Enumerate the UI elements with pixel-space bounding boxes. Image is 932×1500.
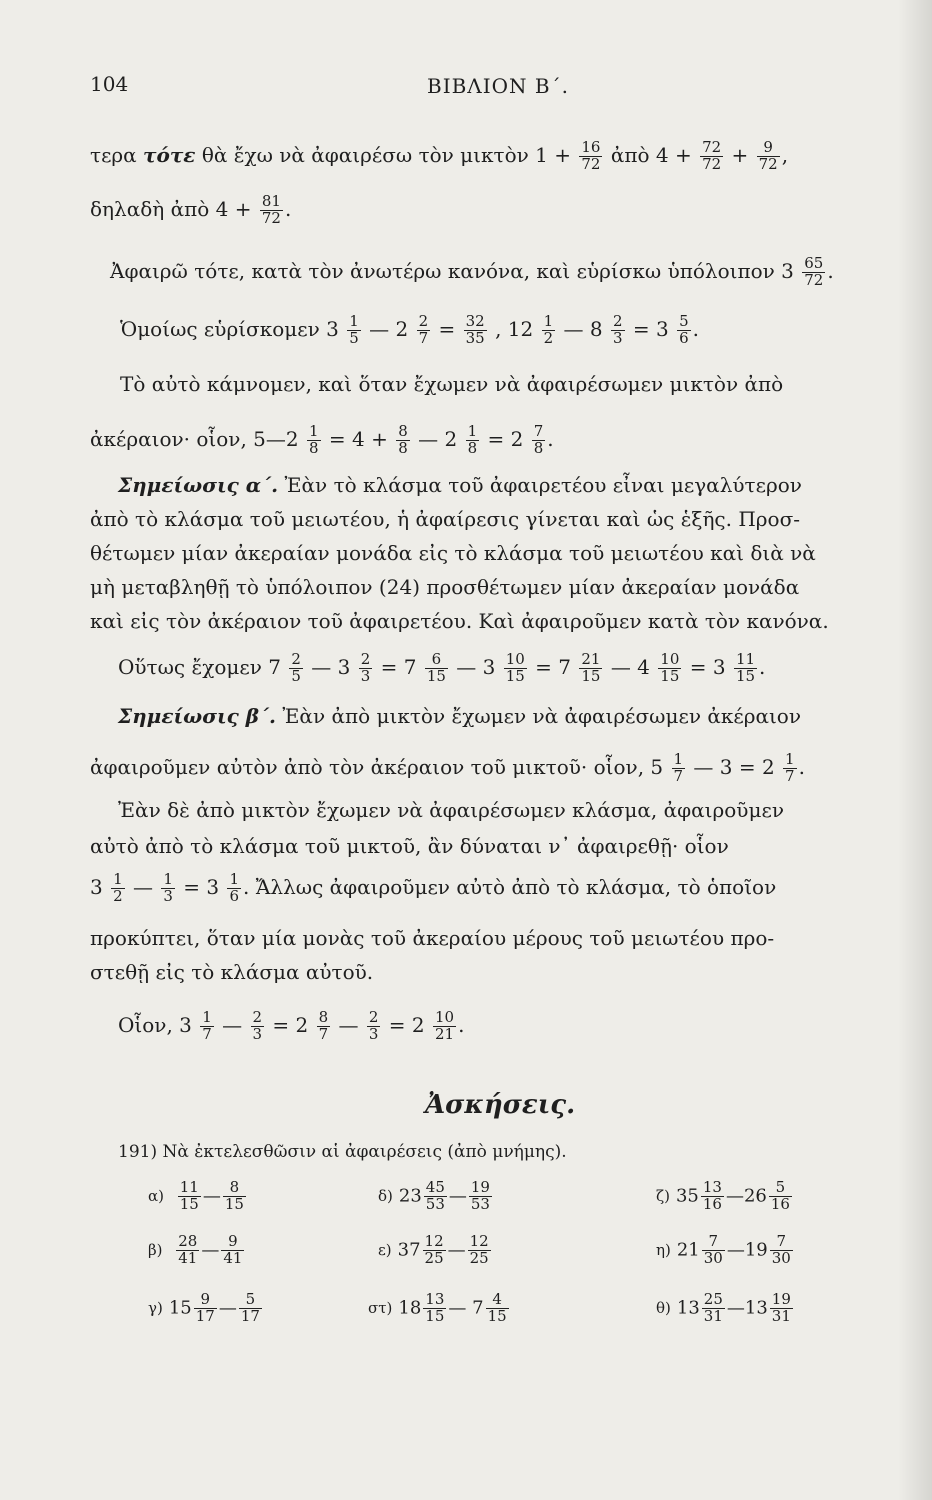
note-b-label: Σημείωσις β΄. <box>118 704 277 728</box>
text-line: καὶ εἰς τὸν ἀκέραιον τοῦ ἀφαιρετέου. Καὶ ἀφαιροῦμεν κατὰ τὸν κανόνα. <box>90 609 829 633</box>
fraction: $\frac{13}{16}$ <box>702 1178 722 1213</box>
running-header: ΒΙΒΛΙΟΝ Β΄. <box>427 74 569 98</box>
fraction: $\frac{1}{3}$ <box>163 870 173 905</box>
fraction: $\frac{12}{25}$ <box>424 1232 444 1267</box>
fraction: $\frac{2}{3}$ <box>612 312 623 347</box>
text-line: Οὕτως ἔχομεν 7 $\frac{2}{5}$ — 3 $\frac{2}{3}$ = 7 $\frac{6}{15}$ — 3 $\frac{10}{15}$ = 7 $\frac{21}{15}$ — 4 $\frac{10}{15}$ = 3 $\frac{11}{15}$ . <box>118 650 766 685</box>
exercise-delta: δ) 23 $\frac{45}{53}$ — $\frac{19}{53}$ <box>378 1178 490 1213</box>
fraction: $\frac{2}{5}$ <box>291 650 301 685</box>
fraction: $\frac{1}{7}$ <box>673 750 684 785</box>
text-line: Ὁμοίως εὑρίσκομεν 3 $\frac{1}{5}$ — 2 $\frac{2}{7}$ = $\frac{32}{35}$ , 12 $\frac{1}{2}$ — 8 $\frac{2}{3}$ = 3 $\frac{5}{6}$ . <box>120 312 699 347</box>
fraction: $\frac{2}{7}$ <box>418 312 429 347</box>
fraction: $\frac{32}{35}$ <box>465 312 485 347</box>
text-line: ἀφαιροῦμεν αὐτὸν ἀπὸ τὸν ἀκέραιον τοῦ μικτοῦ· οἷον, 5 $\frac{1}{7}$ — 3 = 2 $\frac{1}{7}$ . <box>90 750 805 785</box>
text-line: τερα τότε θὰ ἔχω νὰ ἀφαιρέσω τὸν μικτὸν 1 + $\frac{16}{72}$ ἀπὸ 4 + $\frac{72}{72}$ + $\frac{9}{72}$ , <box>90 138 789 173</box>
fraction: $\frac{1}{8}$ <box>467 422 478 457</box>
exercises-heading: Ἀσκήσεις. <box>425 1090 576 1120</box>
fraction: $\frac{1}{2}$ <box>543 312 554 347</box>
fraction: $\frac{2}{3}$ <box>360 650 371 685</box>
fraction: $\frac{5}{6}$ <box>679 312 689 347</box>
text-line: θέτωμεν μίαν ἀκεραίαν μονάδα εἰς τὸ κλάσμα τοῦ μειωτέου καὶ διὰ νὰ <box>90 541 816 565</box>
fraction: $\frac{12}{25}$ <box>469 1232 489 1267</box>
text-line: 3 $\frac{1}{2}$ — $\frac{1}{3}$ = 3 $\frac{1}{6}$ . Ἄλλως ἀφαιροῦμεν αὐτὸ ἀπὸ τὸ κλάσμα, τὸ ὁποῖον <box>90 870 777 905</box>
text-line: προκύπτει, ὅταν μία μονὰς τοῦ ἀκεραίου μέρους τοῦ μειωτέου προ- <box>90 926 775 950</box>
text-line: Ἐὰν δὲ ἀπὸ μικτὸν ἔχωμεν νὰ ἀφαιρέσωμεν κλάσμα, ἀφαιροῦμεν <box>118 798 784 822</box>
fraction: $\frac{13}{15}$ <box>425 1290 445 1325</box>
fraction: $\frac{21}{15}$ <box>581 650 601 685</box>
fraction: $\frac{9}{41}$ <box>223 1232 243 1267</box>
fraction: $\frac{1}{8}$ <box>309 422 319 457</box>
fraction: $\frac{19}{53}$ <box>470 1178 490 1213</box>
fraction: $\frac{9}{72}$ <box>758 138 778 173</box>
fraction: $\frac{5}{17}$ <box>240 1290 260 1325</box>
note-b-line: Σημείωσις β΄. Ἐὰν ἀπὸ μικτὸν ἔχωμεν νὰ ἀφαιρέσωμεν ἀκέραιον <box>118 704 802 728</box>
exercise-alpha: α) $\frac{11}{15}$ — $\frac{8}{15}$ <box>148 1178 244 1213</box>
text-line: δηλαδὴ ἀπὸ 4 + $\frac{81}{72}$ . <box>90 192 292 227</box>
fraction: $\frac{7}{30}$ <box>703 1232 723 1267</box>
fraction: $\frac{81}{72}$ <box>261 192 281 227</box>
fraction: $\frac{2}{3}$ <box>252 1008 263 1043</box>
exercise-eta: η) 21 $\frac{7}{30}$ —19 $\frac{7}{30}$ <box>656 1232 791 1267</box>
fraction: $\frac{1}{7}$ <box>202 1008 212 1043</box>
note-a-line: Σημείωσις α΄. Ἐὰν τὸ κλάσμα τοῦ ἀφαιρετέου εἶναι μεγαλύτερον <box>118 473 802 497</box>
exercise-zeta: ζ) 35 $\frac{13}{16}$ —26 $\frac{5}{16}$ <box>656 1178 790 1213</box>
page-number: 104 <box>90 72 129 96</box>
fraction: $\frac{6}{15}$ <box>426 650 446 685</box>
fraction: $\frac{1}{7}$ <box>785 750 795 785</box>
exercise-theta: θ) 13 $\frac{25}{31}$ —13 $\frac{19}{31}$ <box>656 1290 791 1325</box>
exercise-beta: β) $\frac{28}{41}$ — $\frac{9}{41}$ <box>148 1232 243 1267</box>
fraction: $\frac{5}{16}$ <box>770 1178 790 1213</box>
fraction: $\frac{7}{30}$ <box>771 1232 791 1267</box>
exercise-gamma: γ) 15 $\frac{9}{17}$ — $\frac{5}{17}$ <box>148 1290 260 1325</box>
text-line: αὐτὸ ἀπὸ τὸ κλάσμα τοῦ μικτοῦ, ἂν δύναται ν᾽ ἀφαιρεθῇ· οἷον <box>90 834 729 858</box>
fraction: $\frac{19}{31}$ <box>771 1290 791 1325</box>
fraction: $\frac{11}{15}$ <box>735 650 756 685</box>
fraction: $\frac{1}{5}$ <box>349 312 359 347</box>
fraction: $\frac{8}{8}$ <box>398 422 408 457</box>
fraction: $\frac{25}{31}$ <box>703 1290 723 1325</box>
note-a-label: Σημείωσις α΄. <box>118 473 279 497</box>
fraction: $\frac{65}{72}$ <box>804 254 824 289</box>
text-line: στεθῇ εἰς τὸ κλάσμα αὐτοῦ. <box>90 960 374 984</box>
text-line: μὴ μεταβληθῇ τὸ ὑπόλοιπον (24) προσθέτωμεν μίαν ἀκεραίαν μονάδα <box>90 575 800 599</box>
fraction: $\frac{11}{15}$ <box>179 1178 199 1213</box>
fraction: $\frac{16}{72}$ <box>581 138 601 173</box>
fraction: $\frac{28}{41}$ <box>178 1232 198 1267</box>
fraction: $\frac{8}{15}$ <box>224 1178 244 1213</box>
fraction: $\frac{1}{6}$ <box>229 870 240 905</box>
fraction: $\frac{9}{17}$ <box>195 1290 215 1325</box>
fraction: $\frac{10}{21}$ <box>435 1008 455 1043</box>
text-line: ἀπὸ τὸ κλάσμα τοῦ μειωτέου, ἡ ἀφαίρεσις γίνεται καὶ ὡς ἑξῆς. Προσ- <box>90 507 800 531</box>
page-edge-shadow <box>898 0 932 1500</box>
exercise-stigma: στ) 18 $\frac{13}{15}$ — 7 $\frac{4}{15}$ <box>368 1290 507 1325</box>
fraction: $\frac{10}{15}$ <box>660 650 680 685</box>
text-line: Τὸ αὐτὸ κάμνομεν, καὶ ὅταν ἔχωμεν νὰ ἀφαιρέσωμεν μικτὸν ἀπὸ <box>120 372 784 396</box>
text-line: Ἀφαιρῶ τότε, κατὰ τὸν ἀνωτέρω κανόνα, καὶ εὑρίσκω ὑπόλοιπον 3 $\frac{65}{72}$ . <box>110 254 834 289</box>
fraction: $\frac{4}{15}$ <box>487 1290 507 1325</box>
exercise-epsilon: ε) 37 $\frac{12}{25}$ — $\frac{12}{25}$ <box>378 1232 489 1267</box>
fraction: $\frac{8}{7}$ <box>318 1008 329 1043</box>
text-line: ἀκέραιον· οἷον, 5—2 $\frac{1}{8}$ = 4 + $\frac{8}{8}$ — 2 $\frac{1}{8}$ = 2 $\frac{7}{8}$ . <box>90 422 554 457</box>
fraction: $\frac{1}{2}$ <box>113 870 123 905</box>
text-line: Οἷον, 3 $\frac{1}{7}$ — $\frac{2}{3}$ = 2 $\frac{8}{7}$ — $\frac{2}{3}$ = 2 $\frac{10}{21}$ . <box>118 1008 465 1043</box>
fraction: $\frac{45}{53}$ <box>425 1178 445 1213</box>
exercise-intro: 191) Νὰ ἐκτελεσθῶσιν αἱ ἀφαιρέσεις (ἀπὸ μνήμης). <box>118 1142 567 1162</box>
fraction: $\frac{10}{15}$ <box>505 650 525 685</box>
fraction: $\frac{7}{8}$ <box>533 422 544 457</box>
fraction: $\frac{72}{72}$ <box>702 138 722 173</box>
fraction: $\frac{2}{3}$ <box>368 1008 379 1043</box>
